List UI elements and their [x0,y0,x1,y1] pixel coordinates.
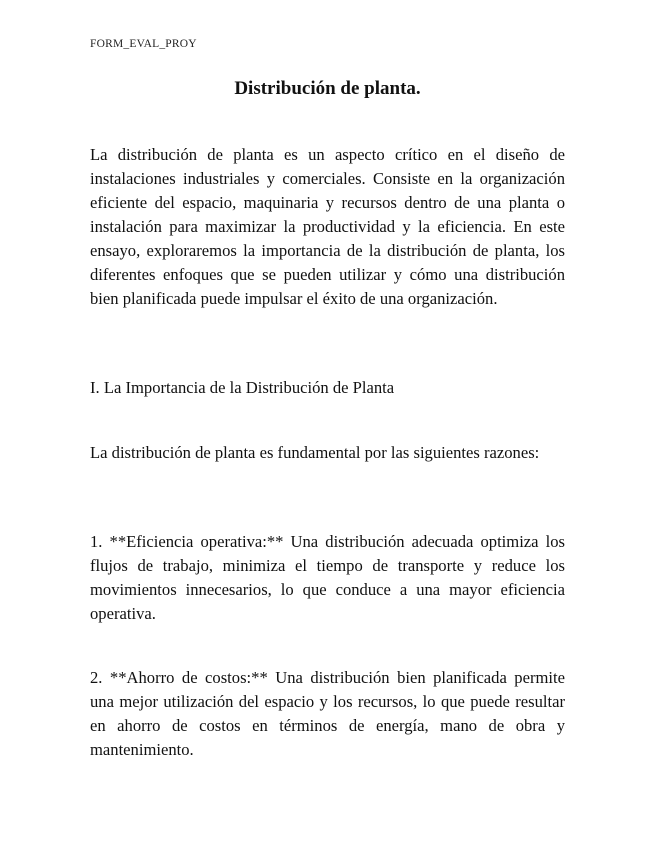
intro-paragraph: La distribución de planta es un aspecto crítico en el diseño de instalaciones industriales y comerciales. Consiste en la organización eficiente del espacio, maquinaria y recursos dentro de una planta o instalación para maximizar la productividad y la eficiencia. En este ensayo, exploraremos la importancia de la distribución de planta, los diferentes enfoques que se pueden utilizar y cómo una distribución bien planificada puede impulsar el éxito de una organización. [90,145,565,308]
section-intro-paragraph: La distribución de planta es fundamental por las siguientes razones: [90,443,540,462]
point-efficiency-paragraph: 1. **Eficiencia operativa:** Una distribución adecuada optimiza los flujos de trabajo, minimiza el tiempo de transporte y reduce los movimientos innecesarios, lo que conduce a una mayor eficiencia operativa. [90,532,565,623]
document-title: Distribución de planta. [234,78,421,99]
form-code-header: FORM_EVAL_PROY [90,38,197,50]
point-cost-savings-paragraph: 2. **Ahorro de costos:** Una distribución bien planificada permite una mejor utilización del espacio y los recursos, lo que puede resultar en ahorro de costos en términos de energía, mano de obra y mantenimiento. [90,668,565,759]
section-heading: I. La Importancia de la Distribución de Planta [90,378,395,397]
